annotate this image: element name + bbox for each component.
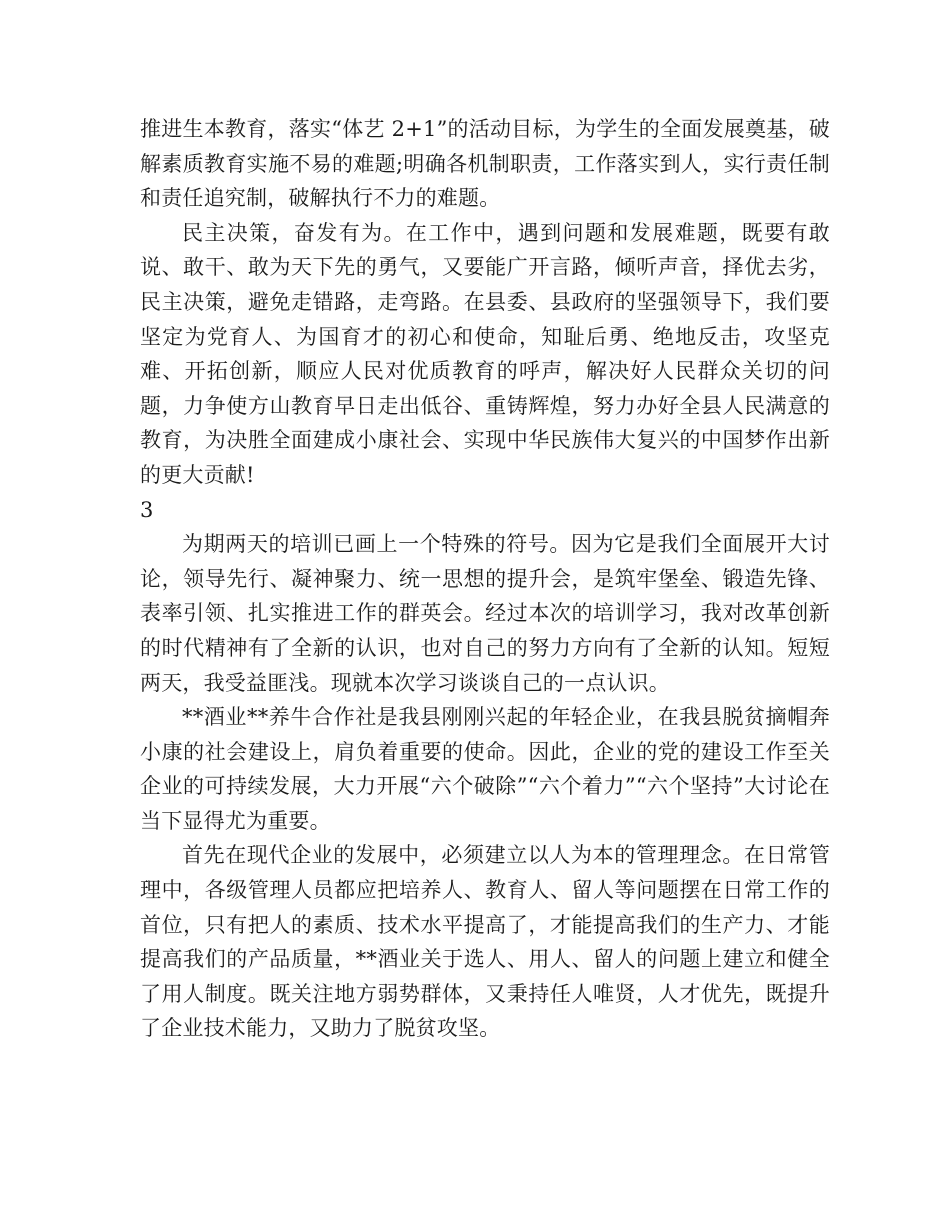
paragraph-democratic-decision: 民主决策，奋发有为。在工作中，遇到问题和发展难题，既要有敢说、敢干、敢为天下先的勇气，又要能广开言路，倾听声音，择优去劣，民主决策，避免走错路，走弯路。在县委、县政府的坚强领导下，我们要坚定为党育人、为国育才的初心和使命，知耻后勇、绝地反击，攻坚克难、开拓创新，顺应人民对优质教育的呼声，解决好人民群众关切的问题，力争使方山教育早日走出低谷、重铸辉煌，努力办好全县人民满意的教育，为决胜全面建成小康社会、实现中华民族伟大复兴的中国梦作出新的更大贡献! [140,220,830,487]
document-body [140,112,830,1046]
paragraph-continuation: 推进生本教育，落实“体艺 2+1”的活动目标，为学生的全面发展奠基，破解素质教育实施不易的难题;明确各机制职责，工作落实到人，实行责任制和责任追究制，破解执行不力的难题。 [140,117,830,211]
paragraph-management-concept: 首先在现代企业的发展中，必须建立以人为本的管理理念。在日常管理中，各级管理人员都应把培养人、教育人、留人等问题摆在日常工作的首位，只有把人的素质、技术水平提高了，才能提高我们的生产力、才能提高我们的产品质量，**酒业关于选人、用人、留人的问题上建立和健全了用人制度。既关注地方弱势群体，又秉持任人唯贤，人才优先，既提升了企业技术能力，又助力了脱贫攻坚。 [140,843,830,1041]
paragraph-training-summary: 为期两天的培训已画上一个特殊的符号。因为它是我们全面展开大讨论，领导先行、凝神聚力、统一思想的提升会，是筑牢堡垒、锻造先锋、表率引领、扎实推进工作的群英会。经过本次的培训学习，我对改革创新的时代精神有了全新的认识，也对自己的努力方向有了全新的认知。短短两天，我受益匪浅。现就本次学习谈谈自己的一点认识。 [140,532,830,695]
paragraph-enterprise-intro: **酒业**养牛合作社是我县刚刚兴起的年轻企业，在我县脱贫摘帽奔小康的社会建设上，肩负着重要的使命。因此，企业的党的建设工作至关企业的可持续发展，大力开展“六个破除”“六个着力”“六个坚持”大讨论在当下显得尤为重要。 [140,705,830,833]
section-number: 3 [140,497,154,522]
